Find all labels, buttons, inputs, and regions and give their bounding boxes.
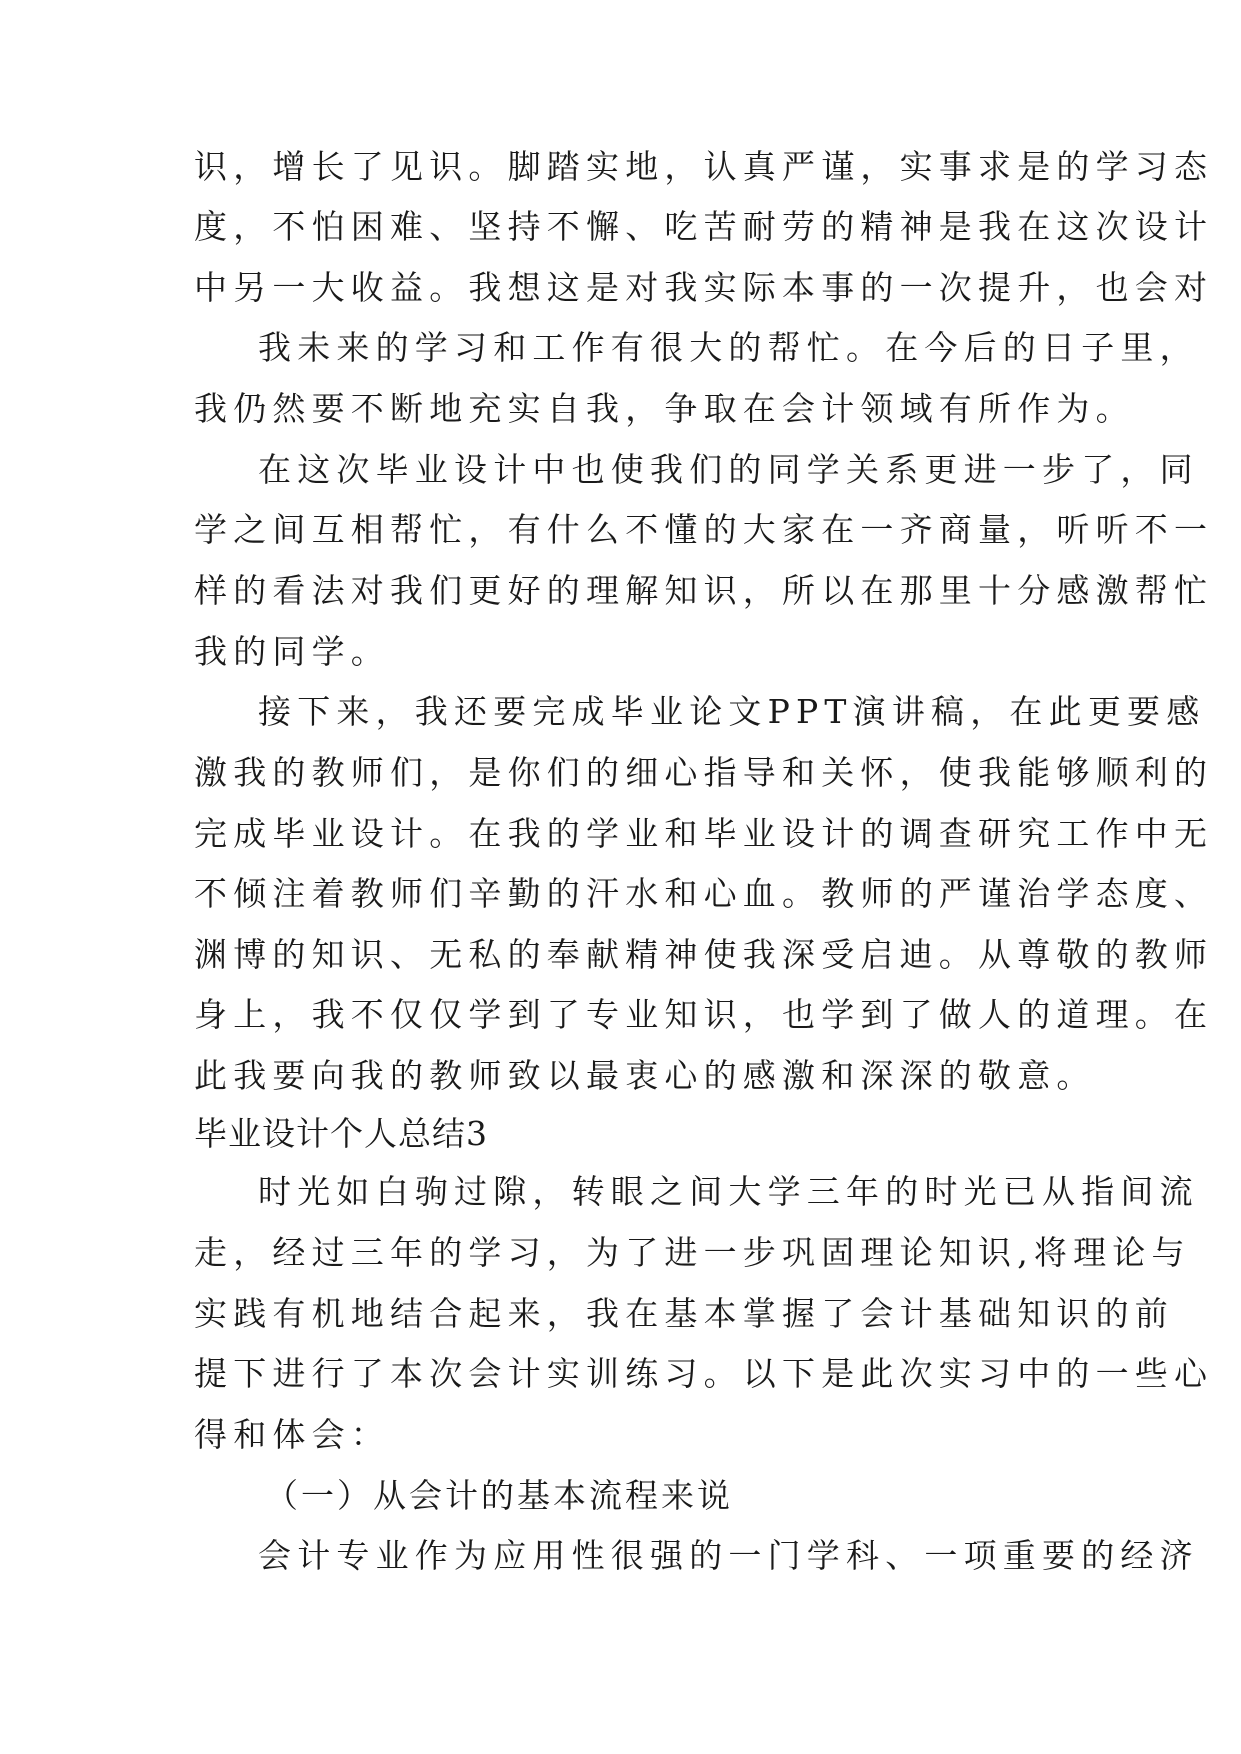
paragraph-start-line: 时光如白驹过隙，转眼之间大学三年的时光已从指间流 [258, 1172, 1199, 1211]
body-text-line: 学之间互相帮忙，有什么不懂的大家在一齐商量，听听不一 [194, 510, 1214, 549]
body-text-line: 不倾注着教师们辛勤的汗水和心血。教师的严谨治学态度、 [194, 874, 1214, 913]
paragraph-start-line: 接下来，我还要完成毕业论文PPT演讲稿，在此更要感 [258, 692, 1206, 731]
body-text-line: 识，增长了见识。脚踏实地，认真严谨，实事求是的学习态 [194, 147, 1214, 186]
body-text-line: 我的同学。 [194, 632, 390, 671]
body-text-line: 得和体会： [194, 1415, 390, 1454]
body-text-line: 提下进行了本次会计实训练习。以下是此次实习中的一些心 [194, 1354, 1214, 1393]
body-text-line: 走，经过三年的学习，为了进一步巩固理论知识,将理论与 [194, 1233, 1191, 1272]
subheading: （一）从会计的基本流程来说 [265, 1476, 733, 1515]
body-text-line: 激我的教师们，是你们的细心指导和关怀，使我能够顺利的 [194, 753, 1214, 792]
body-text-line: 样的看法对我们更好的理解知识，所以在那里十分感激帮忙 [194, 571, 1214, 610]
body-text-line: 我仍然要不断地充实自我，争取在会计领域有所作为。 [194, 389, 1135, 428]
body-text-line: 身上，我不仅仅学到了专业知识，也学到了做人的道理。在 [194, 995, 1214, 1034]
body-text-line: 此我要向我的教师致以最衷心的感激和深深的敬意。 [194, 1056, 1096, 1095]
section-heading: 毕业设计个人总结3 [194, 1114, 488, 1153]
body-text-line: 度，不怕困难、坚持不懈、吃苦耐劳的精神是我在这次设计 [194, 207, 1214, 246]
paragraph-start-line: 在这次毕业设计中也使我们的同学关系更进一步了，同 [258, 450, 1199, 489]
body-text-line: 中另一大收益。我想这是对我实际本事的一次提升，也会对 [194, 268, 1214, 307]
paragraph-start-line: 会计专业作为应用性很强的一门学科、一项重要的经济 [258, 1536, 1199, 1575]
body-text-line: 我未来的学习和工作有很大的帮忙。在今后的日子里， [258, 328, 1199, 367]
body-text-line: 渊博的知识、无私的奉献精神使我深受启迪。从尊敬的教师 [194, 935, 1214, 974]
body-text-line: 实践有机地结合起来，我在基本掌握了会计基础知识的前 [194, 1294, 1174, 1333]
body-text-line: 完成毕业设计。在我的学业和毕业设计的调查研究工作中无 [194, 814, 1214, 853]
